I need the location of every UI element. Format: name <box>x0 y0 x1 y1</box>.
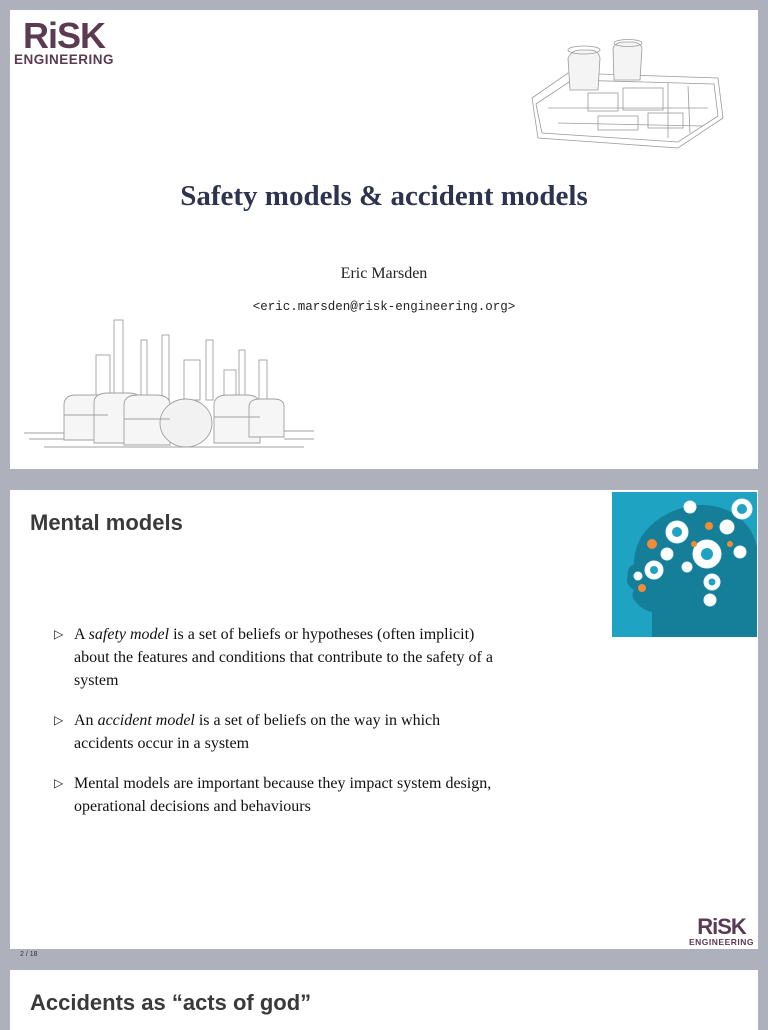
logo-sub-text: ENGINEERING <box>14 52 115 67</box>
head-gears-image <box>612 492 757 637</box>
slide-heading: Mental models <box>30 510 183 535</box>
bullet-text: Mental models are important because they impact system design, operational decisions and behaviours <box>74 775 492 815</box>
slide-heading: Accidents as “acts of god” <box>30 990 312 1015</box>
bullet-item <box>54 772 494 818</box>
title-slide <box>10 10 758 469</box>
bullet-list <box>54 623 494 835</box>
refinery-illustration <box>24 315 314 455</box>
page-number: 2 / 18 <box>20 951 38 958</box>
risk-engineering-logo <box>688 913 754 947</box>
author-name: Eric Marsden <box>340 265 428 282</box>
bullet-item <box>54 709 494 755</box>
bullet-text: is a set of beliefs on the way in which accidents occur in a system <box>74 712 441 752</box>
bullet-text: An <box>74 712 98 729</box>
power-plant-illustration <box>528 38 728 150</box>
logo-main-text: RiSK <box>23 15 106 56</box>
bullet-text: A <box>74 626 89 643</box>
bullet-marker-icon: ▷ <box>54 776 64 790</box>
bullet-text: is a set of beliefs or hypotheses (often implicit) about the features and conditions that contribute to the safety of a system <box>74 626 493 689</box>
presentation-title: Safety models & accident models <box>180 180 588 212</box>
bullet-item <box>54 623 494 692</box>
logo-main-text: RiSK <box>697 913 746 939</box>
author-email: <eric.marsden@risk-engineering.org> <box>252 300 516 314</box>
bullet-emphasis: safety model <box>88 626 170 643</box>
bullet-marker-icon: ▷ <box>54 627 64 641</box>
mental-models-slide <box>10 490 758 949</box>
bullet-marker-icon: ▷ <box>54 713 64 727</box>
logo-sub-text: ENGINEERING <box>688 936 754 947</box>
risk-engineering-logo <box>14 15 115 67</box>
acts-of-god-slide <box>10 970 758 1030</box>
bullet-emphasis: accident model <box>97 712 195 729</box>
